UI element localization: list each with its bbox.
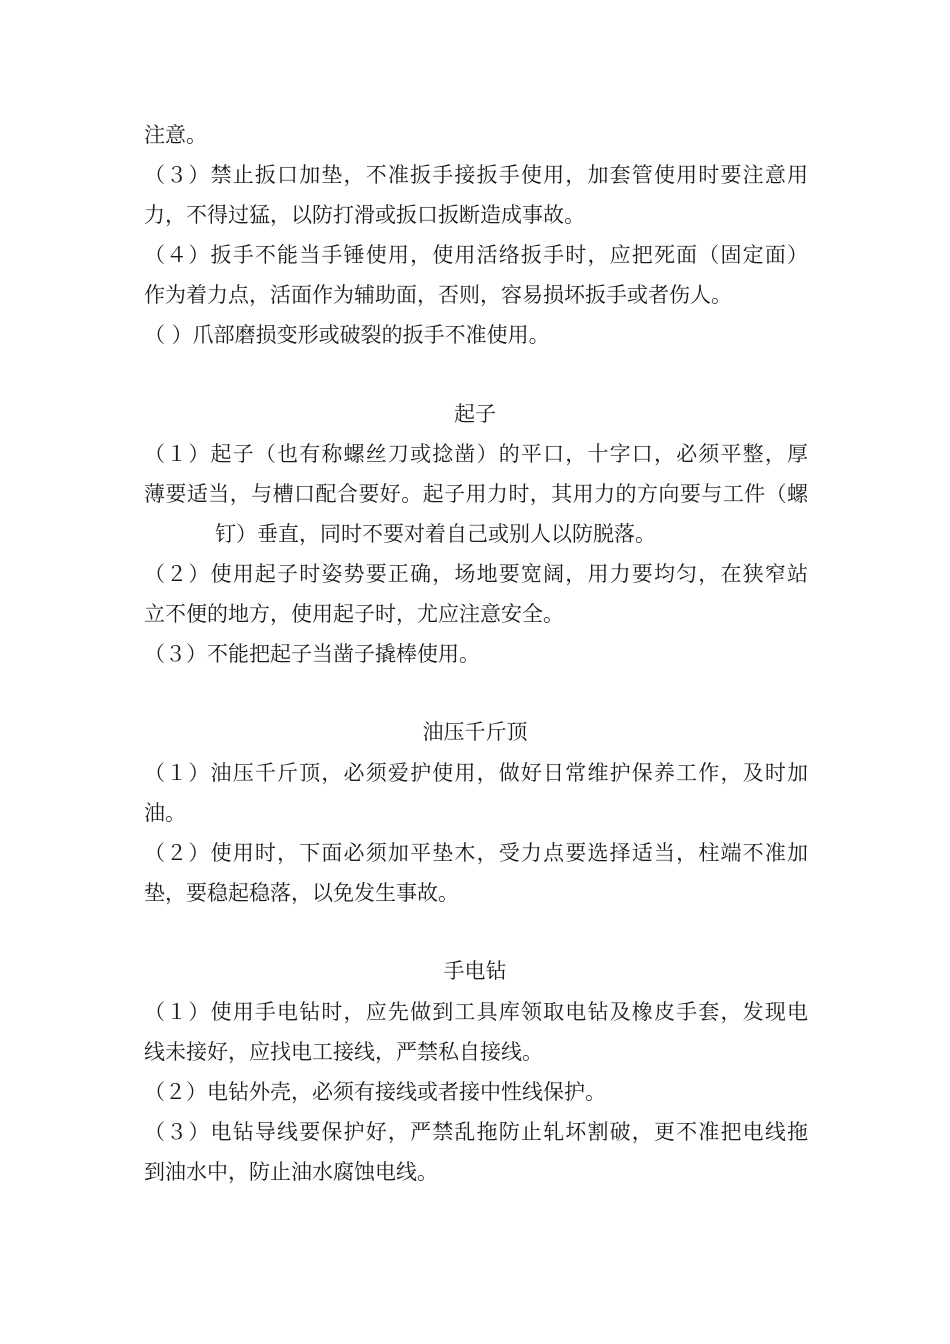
paragraph-line: 垫，要稳起稳落，以免发生事故。 bbox=[144, 881, 459, 905]
paragraph-line: （４）扳手不能当手锤使用，使用活络扳手时，应把死面（固定面） bbox=[144, 243, 808, 267]
paragraph-line: 油。 bbox=[144, 801, 186, 825]
paragraph-line: （２）使用起子时姿势要正确，场地要宽阔，用力要均匀，在狭窄站 bbox=[144, 562, 808, 586]
section-title-jack: 油压千斤顶 bbox=[422, 720, 528, 744]
paragraph-line: 力，不得过猛，以防打滑或扳口扳断造成事故。 bbox=[144, 203, 585, 227]
paragraph-line: 注意。 bbox=[144, 123, 207, 147]
paragraph-line: 到油水中，防止油水腐蚀电线。 bbox=[144, 1160, 438, 1184]
section-title-drill: 手电钻 bbox=[443, 959, 507, 983]
paragraph-line: 线未接好，应找电工接线，严禁私自接线。 bbox=[144, 1040, 543, 1064]
paragraph-line: （３）不能把起子当凿子撬棒使用。 bbox=[144, 642, 480, 666]
paragraph-line: （２）电钻外壳，必须有接线或者接中性线保护。 bbox=[144, 1080, 606, 1104]
paragraph-line: （２）使用时，下面必须加平垫木，受力点要选择适当，柱端不准加 bbox=[144, 841, 808, 865]
paragraph-line: 薄要适当，与槽口配合要好。起子用力时，其用力的方向要与工件（螺 bbox=[144, 482, 808, 506]
paragraph-line: （１）油压千斤顶，必须爱护使用，做好日常维护保养工作，及时加 bbox=[144, 761, 808, 785]
paragraph-line: 钉）垂直，同时不要对着自己或别人以防脱落。 bbox=[215, 522, 656, 546]
paragraph-line: 立不便的地方，使用起子时，尤应注意安全。 bbox=[144, 602, 564, 626]
paragraph-line: （３）禁止扳口加垫，不准扳手接扳手使用，加套管使用时要注意用 bbox=[144, 163, 808, 187]
paragraph-line: （３）电钻导线要保护好，严禁乱拖防止轧坏割破，更不准把电线拖 bbox=[144, 1120, 808, 1144]
paragraph-line: （１）起子（也有称螺丝刀或捻凿）的平口，十字口，必须平整，厚 bbox=[144, 442, 808, 466]
paragraph-line: （１）使用手电钻时，应先做到工具库领取电钻及橡皮手套，发现电 bbox=[144, 1000, 808, 1024]
paragraph-line: （ ）爪部磨损变形或破裂的扳手不准使用。 bbox=[144, 323, 550, 347]
section-title-screwdriver: 起子 bbox=[454, 402, 496, 426]
paragraph-line: 作为着力点，活面作为辅助面，否则，容易损坏扳手或者伤人。 bbox=[144, 283, 732, 307]
